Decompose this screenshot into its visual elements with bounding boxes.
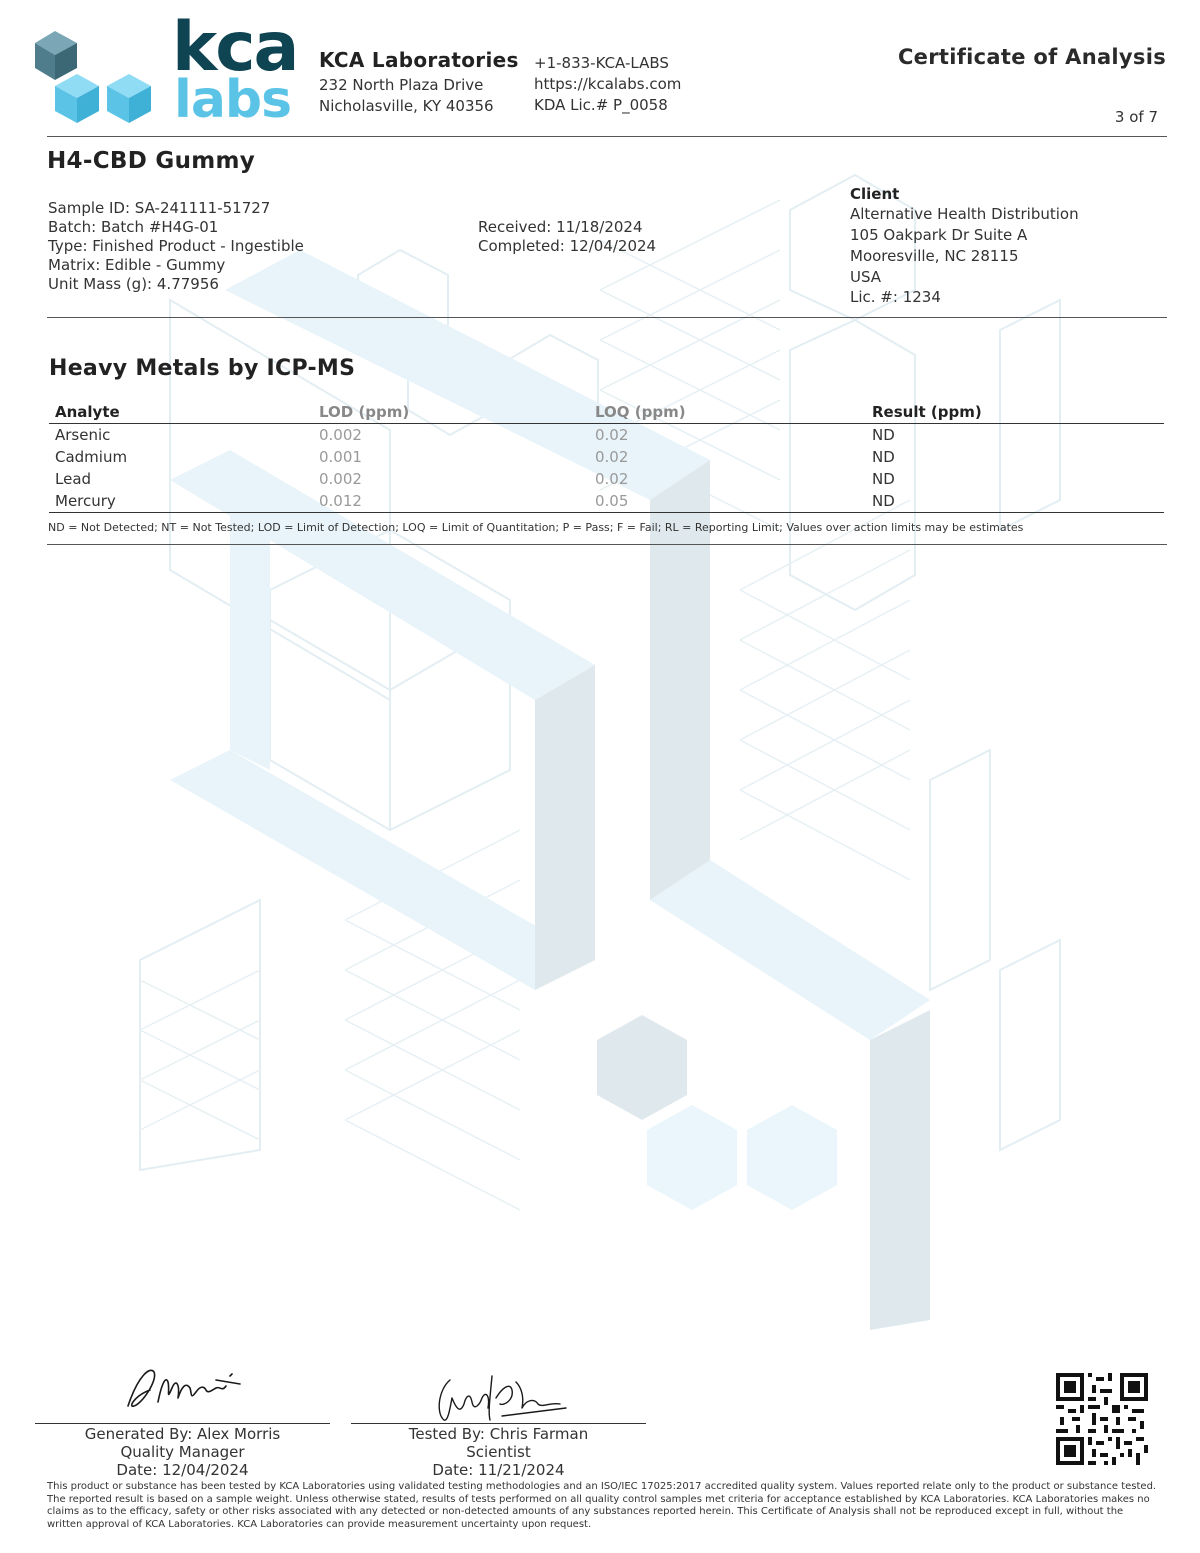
lab-address-line-1: 232 North Plaza Drive xyxy=(319,76,484,94)
generated-by-block xyxy=(35,1425,330,1479)
analyte-cell: Cadmium xyxy=(55,448,128,466)
signature-line-tested xyxy=(351,1423,646,1424)
heavy-metals-table xyxy=(49,401,1164,513)
generated-by-date: Date: 12/04/2024 xyxy=(116,1461,249,1479)
disclaimer-text: This product or substance has been tested by KCA Laboratories using validated testing methodologies and an ISO/IEC 17025:2017 accredited quality system. Values reported relate only to the product or substance tested. The reported result is based on a sample weight. Unless otherwise stated, results of tests performed on all quality control samples met criteria for acceptance established by KCA Laboratories. KCA Laboratories makes no claims as to the efficacy, safety or other risks associated with any detected or non-detected amounts of any substances reported herein. This Certificate of Analysis shall not be reproduced except in full, without the written approval of KCA Laboratories. KCA Laboratories can provide measurement uncertainty upon request. xyxy=(47,1481,1157,1530)
matrix: Matrix: Edible - Gummy xyxy=(48,256,226,274)
logo-wordmark-labs: labs xyxy=(174,70,292,130)
column-header-analyte: Analyte xyxy=(55,403,120,421)
batch: Batch: Batch #H4G-01 xyxy=(48,218,219,236)
client-name: Alternative Health Distribution xyxy=(850,205,1079,223)
product-title: H4-CBD Gummy xyxy=(47,148,256,174)
received-date: Received: 11/18/2024 xyxy=(478,218,643,236)
lod-cell: 0.002 xyxy=(319,426,362,444)
lab-phone: +1-833-KCA-LABS xyxy=(534,54,669,72)
tested-by-name: Tested By: Chris Farman xyxy=(408,1425,589,1443)
result-cell: ND xyxy=(872,426,895,444)
abbreviation-legend: ND = Not Detected; NT = Not Tested; LOD = Limit of Detection; LOQ = Limit of Quantitation; P = Pass; F = Fail; RL = Reporting Limit; Values over action limits may be estimates xyxy=(48,521,1024,534)
unit-mass: Unit Mass (g): 4.77956 xyxy=(48,275,219,293)
result-cell: ND xyxy=(872,448,895,466)
lab-name: KCA Laboratories xyxy=(319,48,519,72)
loq-cell: 0.02 xyxy=(595,426,629,444)
analyte-cell: Lead xyxy=(55,470,92,488)
product-type: Type: Finished Product - Ingestible xyxy=(48,237,304,255)
loq-cell: 0.02 xyxy=(595,470,629,488)
client-country: USA xyxy=(850,268,882,286)
table-row xyxy=(49,424,1164,447)
lab-address-line-2: Nicholasville, KY 40356 xyxy=(319,97,494,115)
document-title: Certificate of Analysis xyxy=(897,45,1166,69)
completed-date: Completed: 12/04/2024 xyxy=(478,237,657,255)
client-heading: Client xyxy=(850,185,900,203)
section-divider xyxy=(47,544,1167,545)
tested-by-role: Scientist xyxy=(466,1443,531,1461)
section-title: Heavy Metals by ICP-MS xyxy=(49,356,356,381)
kca-cubes-logo-icon xyxy=(30,28,160,128)
loq-cell: 0.02 xyxy=(595,448,629,466)
generated-by-name: Generated By: Alex Morris xyxy=(84,1425,281,1443)
table-row xyxy=(49,468,1164,490)
column-header-result: Result (ppm) xyxy=(872,403,982,421)
signature-alex-morris-icon xyxy=(120,1358,250,1418)
result-cell: ND xyxy=(872,492,895,510)
header-divider xyxy=(47,136,1167,137)
tested-by-block xyxy=(351,1425,646,1479)
tested-by-date: Date: 11/21/2024 xyxy=(432,1461,565,1479)
lab-website[interactable]: https://kcalabs.com xyxy=(534,75,682,93)
signature-chris-farman-icon xyxy=(430,1368,570,1428)
page-number: 3 of 7 xyxy=(1114,108,1158,126)
generated-by-role: Quality Manager xyxy=(120,1443,245,1461)
client-license: Lic. #: 1234 xyxy=(850,288,941,306)
sample-id: Sample ID: SA-241111-51727 xyxy=(48,199,271,217)
qr-code-icon[interactable] xyxy=(1056,1373,1148,1465)
column-header-loq: LOQ (ppm) xyxy=(595,403,686,421)
column-header-lod: LOD (ppm) xyxy=(319,403,410,421)
logo-wordmark-kca: kca xyxy=(172,8,298,87)
analyte-cell: Arsenic xyxy=(55,426,111,444)
signature-line-generated xyxy=(35,1423,330,1424)
table-header-row xyxy=(49,401,1164,424)
client-city: Mooresville, NC 28115 xyxy=(850,247,1019,265)
lod-cell: 0.001 xyxy=(319,448,362,466)
result-cell: ND xyxy=(872,470,895,488)
table-row xyxy=(49,446,1164,468)
lab-license: KDA Lic.# P_0058 xyxy=(534,96,668,114)
lod-cell: 0.002 xyxy=(319,470,362,488)
analyte-cell: Mercury xyxy=(55,492,116,510)
table-row xyxy=(49,490,1164,513)
product-divider xyxy=(47,317,1167,318)
loq-cell: 0.05 xyxy=(595,492,629,510)
lod-cell: 0.012 xyxy=(319,492,362,510)
client-street: 105 Oakpark Dr Suite A xyxy=(850,226,1028,244)
